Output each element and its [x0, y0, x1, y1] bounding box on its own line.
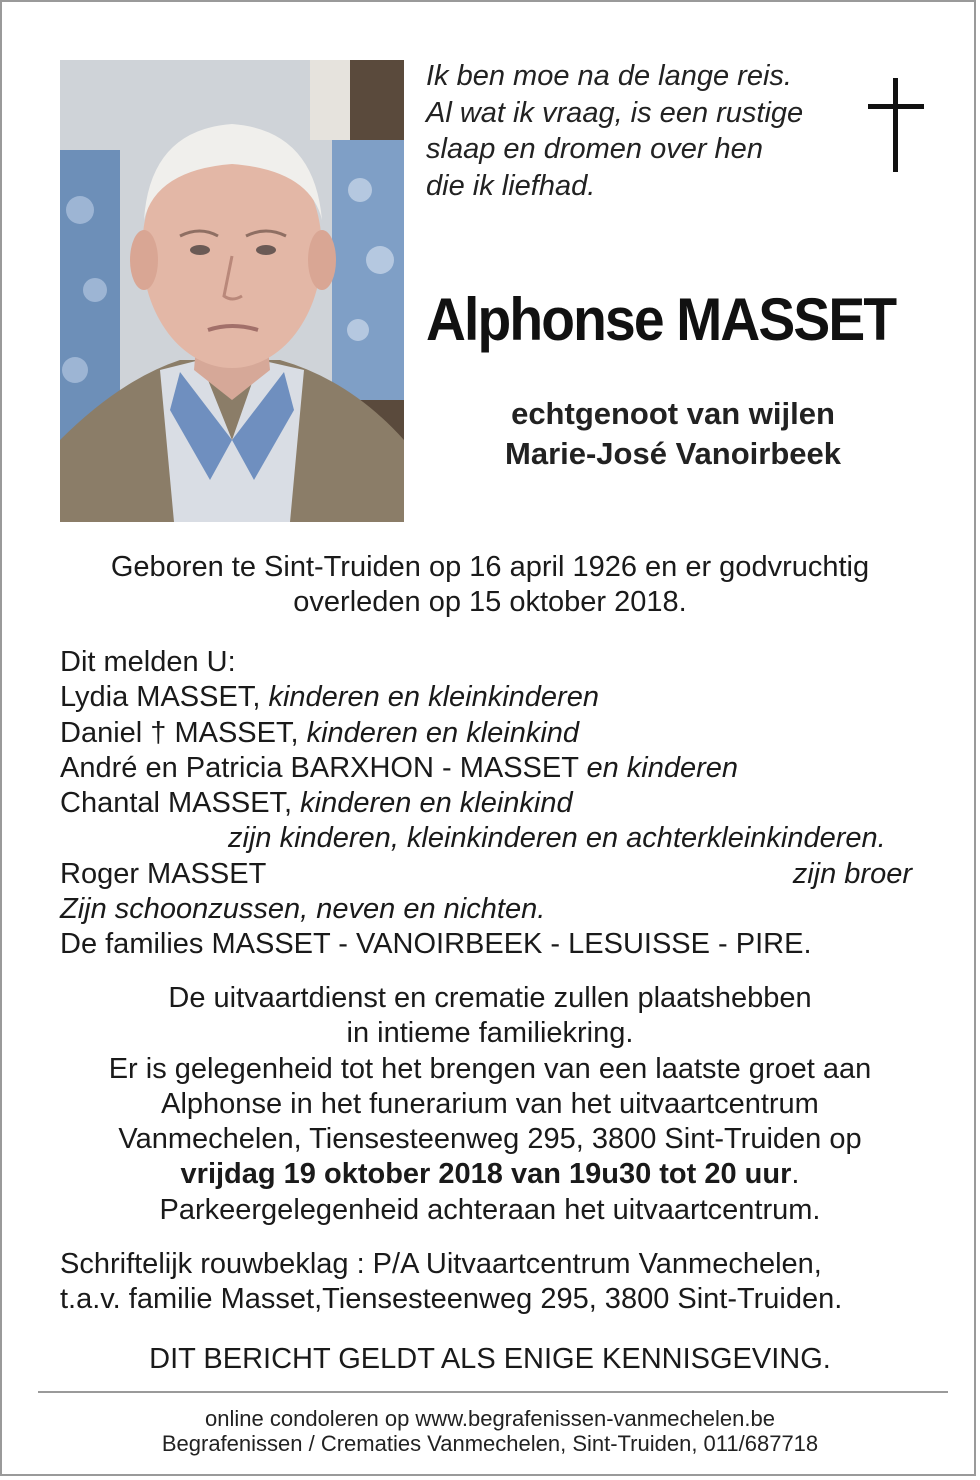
cross-icon: [868, 78, 924, 172]
condolence-line-2: t.a.v. familie Masset,Tiensesteenweg 295, 3800 Sint-Truiden.: [60, 1283, 843, 1316]
condolence-address: [60, 1247, 940, 1318]
portrait-illustration: [60, 60, 404, 522]
poem-line: Ik ben moe na de lange reis.: [426, 60, 792, 92]
visitation-period: .: [791, 1158, 800, 1191]
spouse-line-2: Marie-José Vanoirbeek: [505, 436, 841, 471]
brother-relation: zijn broer: [792, 857, 912, 890]
member-relation: kinderen en kleinkind: [300, 787, 573, 820]
service-line: Alphonse in het funerarium van het uitvaartcentrum: [161, 1087, 819, 1120]
member-relation: en kinderen: [586, 751, 739, 784]
poem: [426, 58, 856, 204]
footer-line-1: online condoleren op www.begrafenissen-vanmechelen.be: [205, 1406, 775, 1431]
in-laws: Zijn schoonzussen, neven en nichten.: [60, 893, 546, 926]
spouse-line-1: echtgenoot van wijlen: [511, 396, 835, 431]
family-intro: Dit melden U:: [60, 646, 236, 678]
service-info: [42, 981, 938, 1228]
member-name: Chantal MASSET,: [60, 787, 293, 820]
birth-death-info: [42, 550, 938, 620]
parking-line: Parkeergelegenheid achteraan het uitvaartcentrum.: [159, 1193, 821, 1226]
member-relation: kinderen en kleinkind: [306, 716, 580, 749]
brother-name: Roger MASSET: [60, 857, 267, 890]
service-line: in intieme familiekring.: [346, 1017, 634, 1050]
portrait-photo: [60, 60, 404, 522]
member-name: Daniel † MASSET,: [60, 716, 299, 749]
member-name: Lydia MASSET,: [60, 681, 261, 714]
service-line: Vanmechelen, Tiensesteenweg 295, 3800 Sint-Truiden op: [118, 1123, 862, 1156]
visitation-date: vrijdag 19 oktober 2018 van 19u30 tot 20 uur: [180, 1158, 792, 1191]
children-summary: zijn kinderen, kleinkinderen en achterkleinkinderen.: [228, 822, 886, 855]
spouse-info: [426, 394, 920, 474]
member-name: André en Patricia BARXHON - MASSET: [60, 751, 579, 784]
footer-line-2: Begrafenissen / Crematies Vanmechelen, Sint-Truiden, 011/687718: [161, 1430, 819, 1456]
birth-line-1: Geboren te Sint-Truiden op 16 april 1926 en er godvruchtig: [110, 551, 870, 583]
member-relation: kinderen en kleinkinderen: [268, 681, 599, 714]
birth-line-2: overleden op 15 oktober 2018.: [293, 586, 687, 618]
families-line: De families MASSET - VANOIRBEEK - LESUISSE - PIRE.: [60, 928, 812, 961]
family-member: [60, 751, 920, 786]
poem-line: Al wat ik vraag, is een rustige: [426, 96, 804, 129]
service-line: Er is gelegenheid tot het brengen van een laatste groet aan: [108, 1052, 872, 1085]
family-member: [60, 786, 920, 821]
footer: [42, 1407, 938, 1456]
condolence-line-1: Schriftelijk rouwbeklag : P/A Uitvaartcentrum Vanmechelen,: [60, 1248, 822, 1280]
service-line: De uitvaartdienst en crematie zullen plaatshebben: [168, 982, 812, 1014]
deceased-name: Alphonse MASSET: [426, 286, 896, 353]
sole-notice: DIT BERICHT GELDT ALS ENIGE KENNISGEVING.: [149, 1343, 831, 1375]
family-member: [60, 716, 920, 751]
poem-line: slaap en dromen over hen: [426, 133, 763, 165]
family-list: [60, 645, 920, 963]
visitation-line: [42, 1157, 938, 1192]
divider: [38, 1391, 948, 1393]
family-member: [60, 680, 920, 715]
poem-line: die ik liefhad.: [426, 169, 596, 202]
brother-row: [60, 857, 920, 892]
